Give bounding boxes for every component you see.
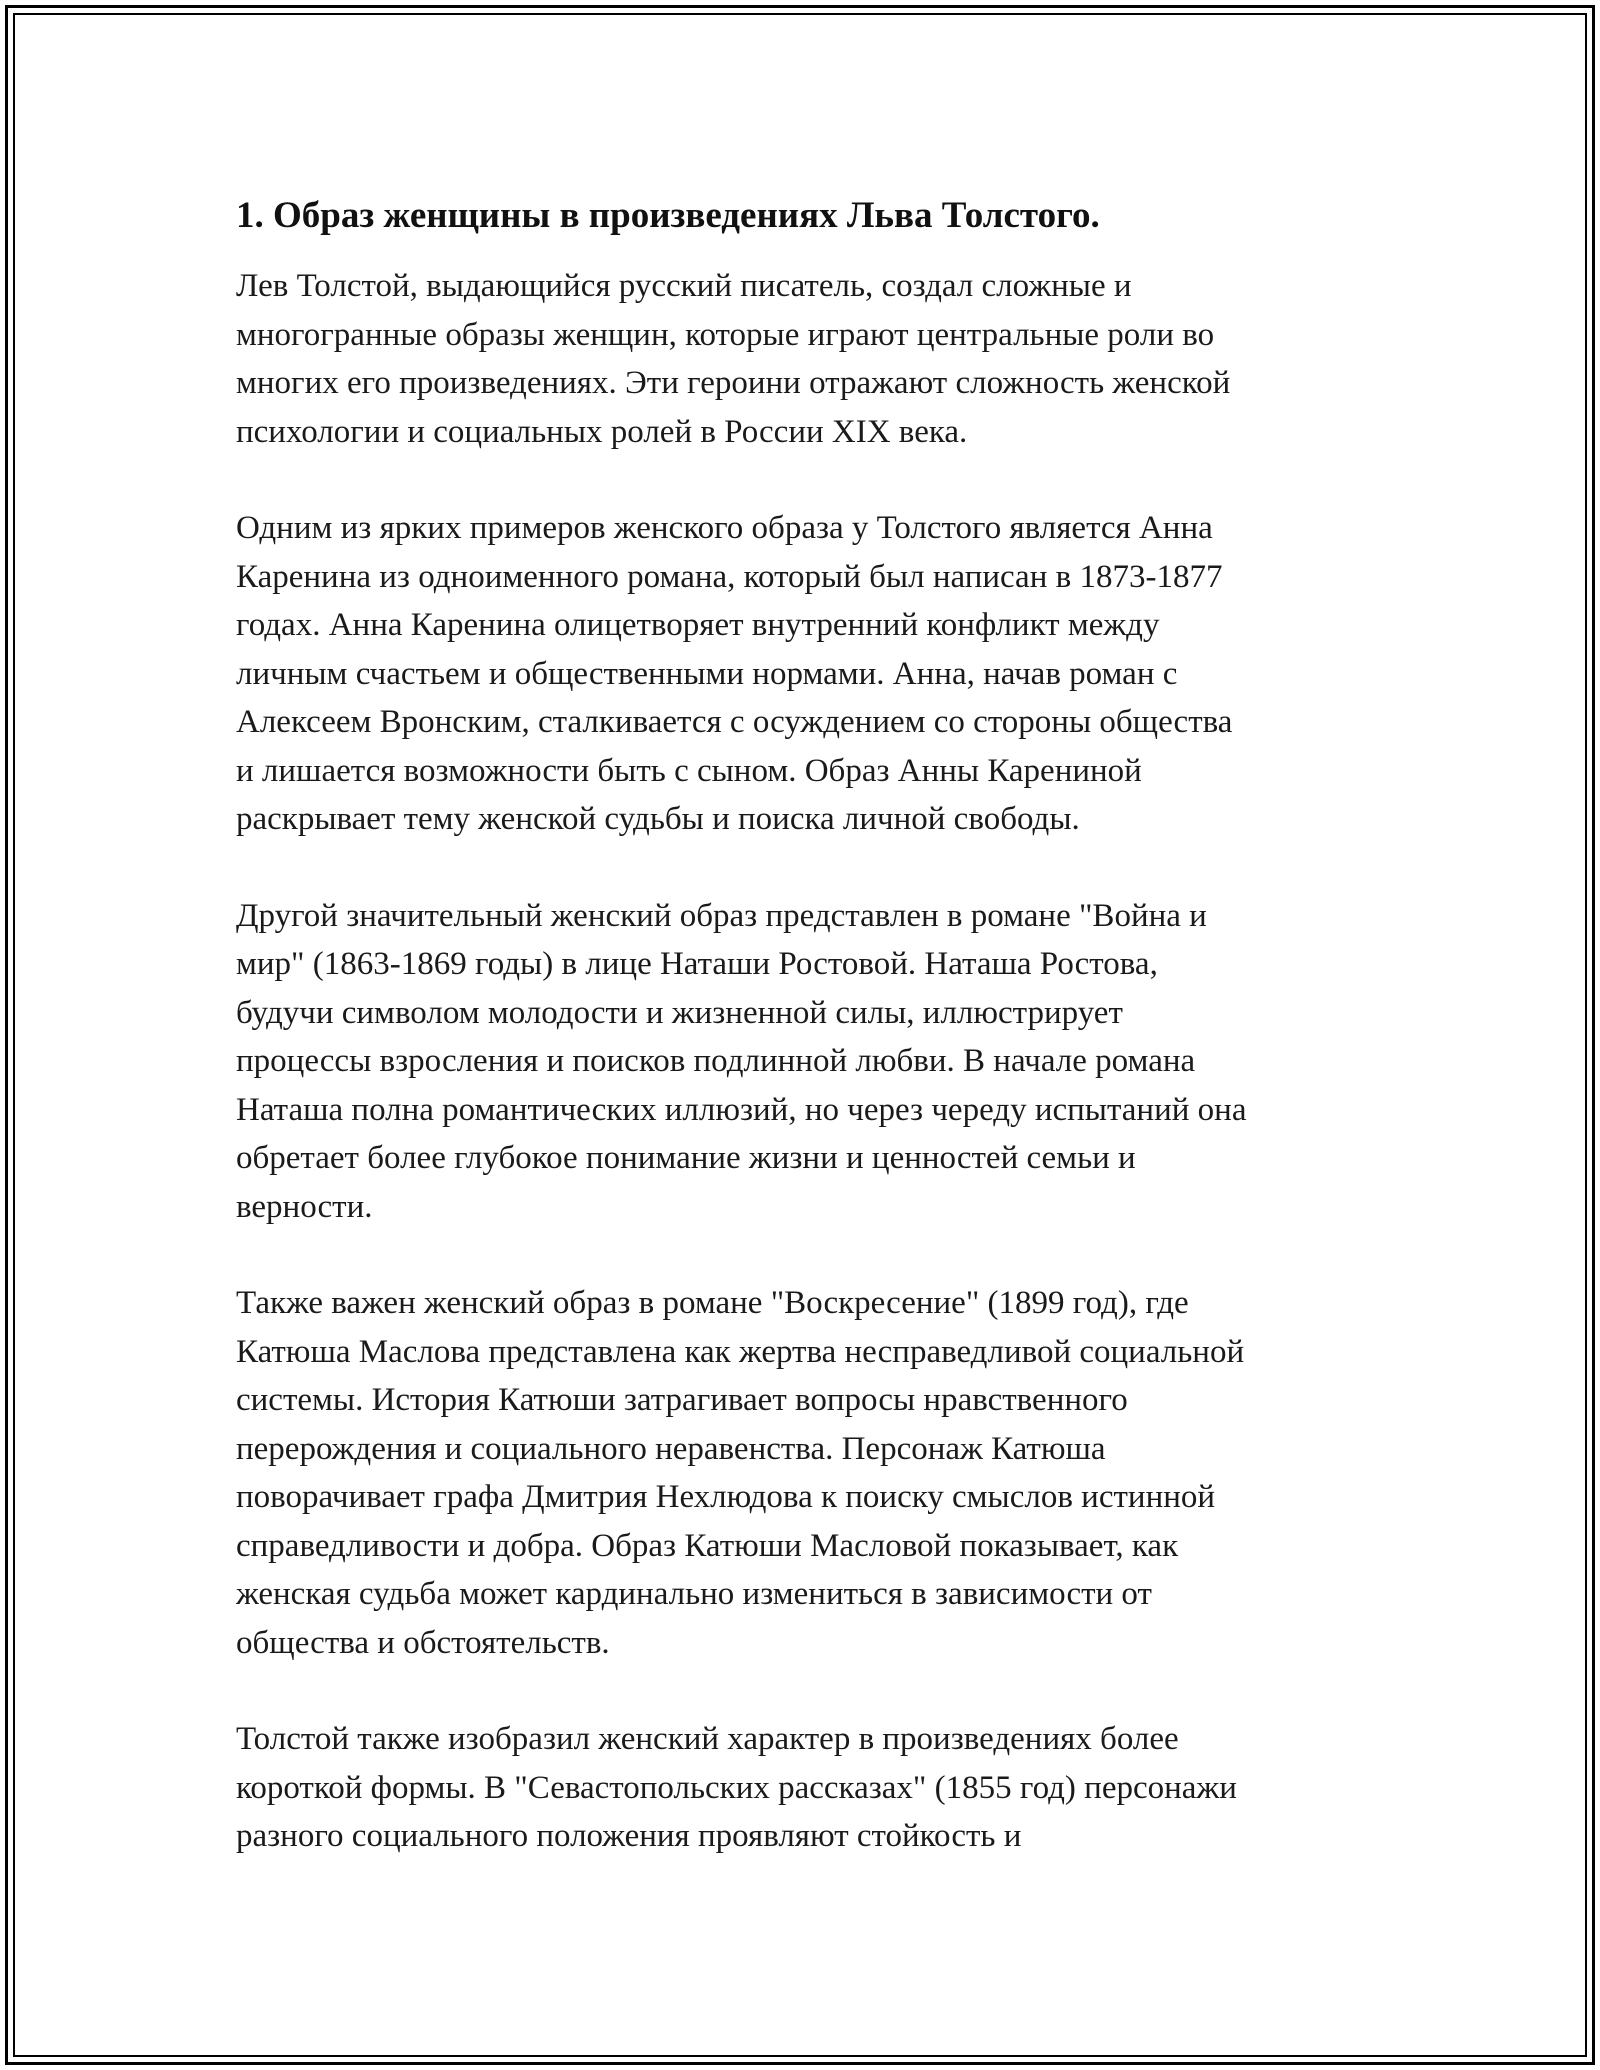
text-line: будучи символом молодости и жизненной силы, иллюстрирует bbox=[236, 994, 1123, 1031]
paragraph bbox=[236, 1279, 1376, 1667]
paragraph bbox=[236, 262, 1376, 456]
text-line: Наташа полна романтических иллюзий, но через череду испытаний она bbox=[236, 1091, 1247, 1128]
text-line: Также важен женский образ в романе "Воскресение" (1899 год), где bbox=[236, 1285, 1189, 1321]
paragraph bbox=[236, 892, 1376, 1232]
text-line: разного социального положения проявляют стойкость и bbox=[236, 1818, 1022, 1854]
text-line: психологии и социальных ролей в России XIX века. bbox=[236, 413, 968, 450]
text-line: короткой формы. В "Севастопольских рассказах" (1855 год) персонажи bbox=[236, 1769, 1237, 1806]
text-line: мир" (1863-1869 годы) в лице Наташи Ростовой. Наташа Ростова, bbox=[236, 946, 1158, 982]
text-line: общества и обстоятельств. bbox=[236, 1624, 610, 1661]
text-line: женская судьба может кардинально измениться в зависимости от bbox=[236, 1576, 1152, 1612]
text-line: Каренина из одноименного романа, который был написан в 1873-1877 bbox=[236, 558, 1223, 595]
text-line: Катюша Маслова представлена как жертва несправедливой социальной bbox=[236, 1333, 1245, 1370]
text-line: личным счастьем и общественными нормами. Анна, начав роман с bbox=[236, 655, 1178, 692]
document-heading: 1. Образ женщины в произведениях Льва Толстого. bbox=[236, 195, 1100, 236]
text-line: Одним из ярких примеров женского образа у Толстого является Анна bbox=[236, 510, 1213, 546]
text-line: Толстой также изобразил женский характер в произведениях более bbox=[236, 1721, 1179, 1757]
document-body bbox=[236, 188, 1376, 1909]
text-line: годах. Анна Каренина олицетворяет внутренний конфликт между bbox=[236, 607, 1160, 643]
text-line: системы. История Катюши затрагивает вопросы нравственного bbox=[236, 1382, 1128, 1418]
text-line: Лев Толстой, выдающийся русский писатель, создал сложные и bbox=[236, 268, 1132, 304]
text-line: процессы взросления и поисков подлинной любви. В начале романа bbox=[236, 1043, 1196, 1079]
text-line: поворачивает графа Дмитрия Нехлюдова к поиску смыслов истинной bbox=[236, 1479, 1216, 1515]
text-line: Алексеем Вронским, сталкивается с осуждением со стороны общества bbox=[236, 704, 1233, 740]
text-line: и лишается возможности быть с сыном. Образ Анны Карениной bbox=[236, 752, 1142, 789]
text-line: обретает более глубокое понимание жизни и ценностей семьи и bbox=[236, 1140, 1136, 1176]
paragraph bbox=[236, 504, 1376, 844]
paragraph-list bbox=[236, 262, 1376, 1861]
text-line: многих его произведениях. Эти героини отражают сложность женской bbox=[236, 365, 1231, 401]
text-line: Другой значительный женский образ представлен в романе "Война и bbox=[236, 897, 1207, 934]
text-line: многогранные образы женщин, которые играют центральные роли во bbox=[236, 316, 1215, 353]
paragraph bbox=[236, 1715, 1376, 1861]
text-line: перерождения и социального неравенства. Персонаж Катюша bbox=[236, 1430, 1106, 1467]
text-line: справедливости и добра. Образ Катюши Масловой показывает, как bbox=[236, 1527, 1179, 1564]
text-line: верности. bbox=[236, 1188, 373, 1225]
text-line: раскрывает тему женской судьбы и поиска личной свободы. bbox=[236, 801, 1080, 837]
